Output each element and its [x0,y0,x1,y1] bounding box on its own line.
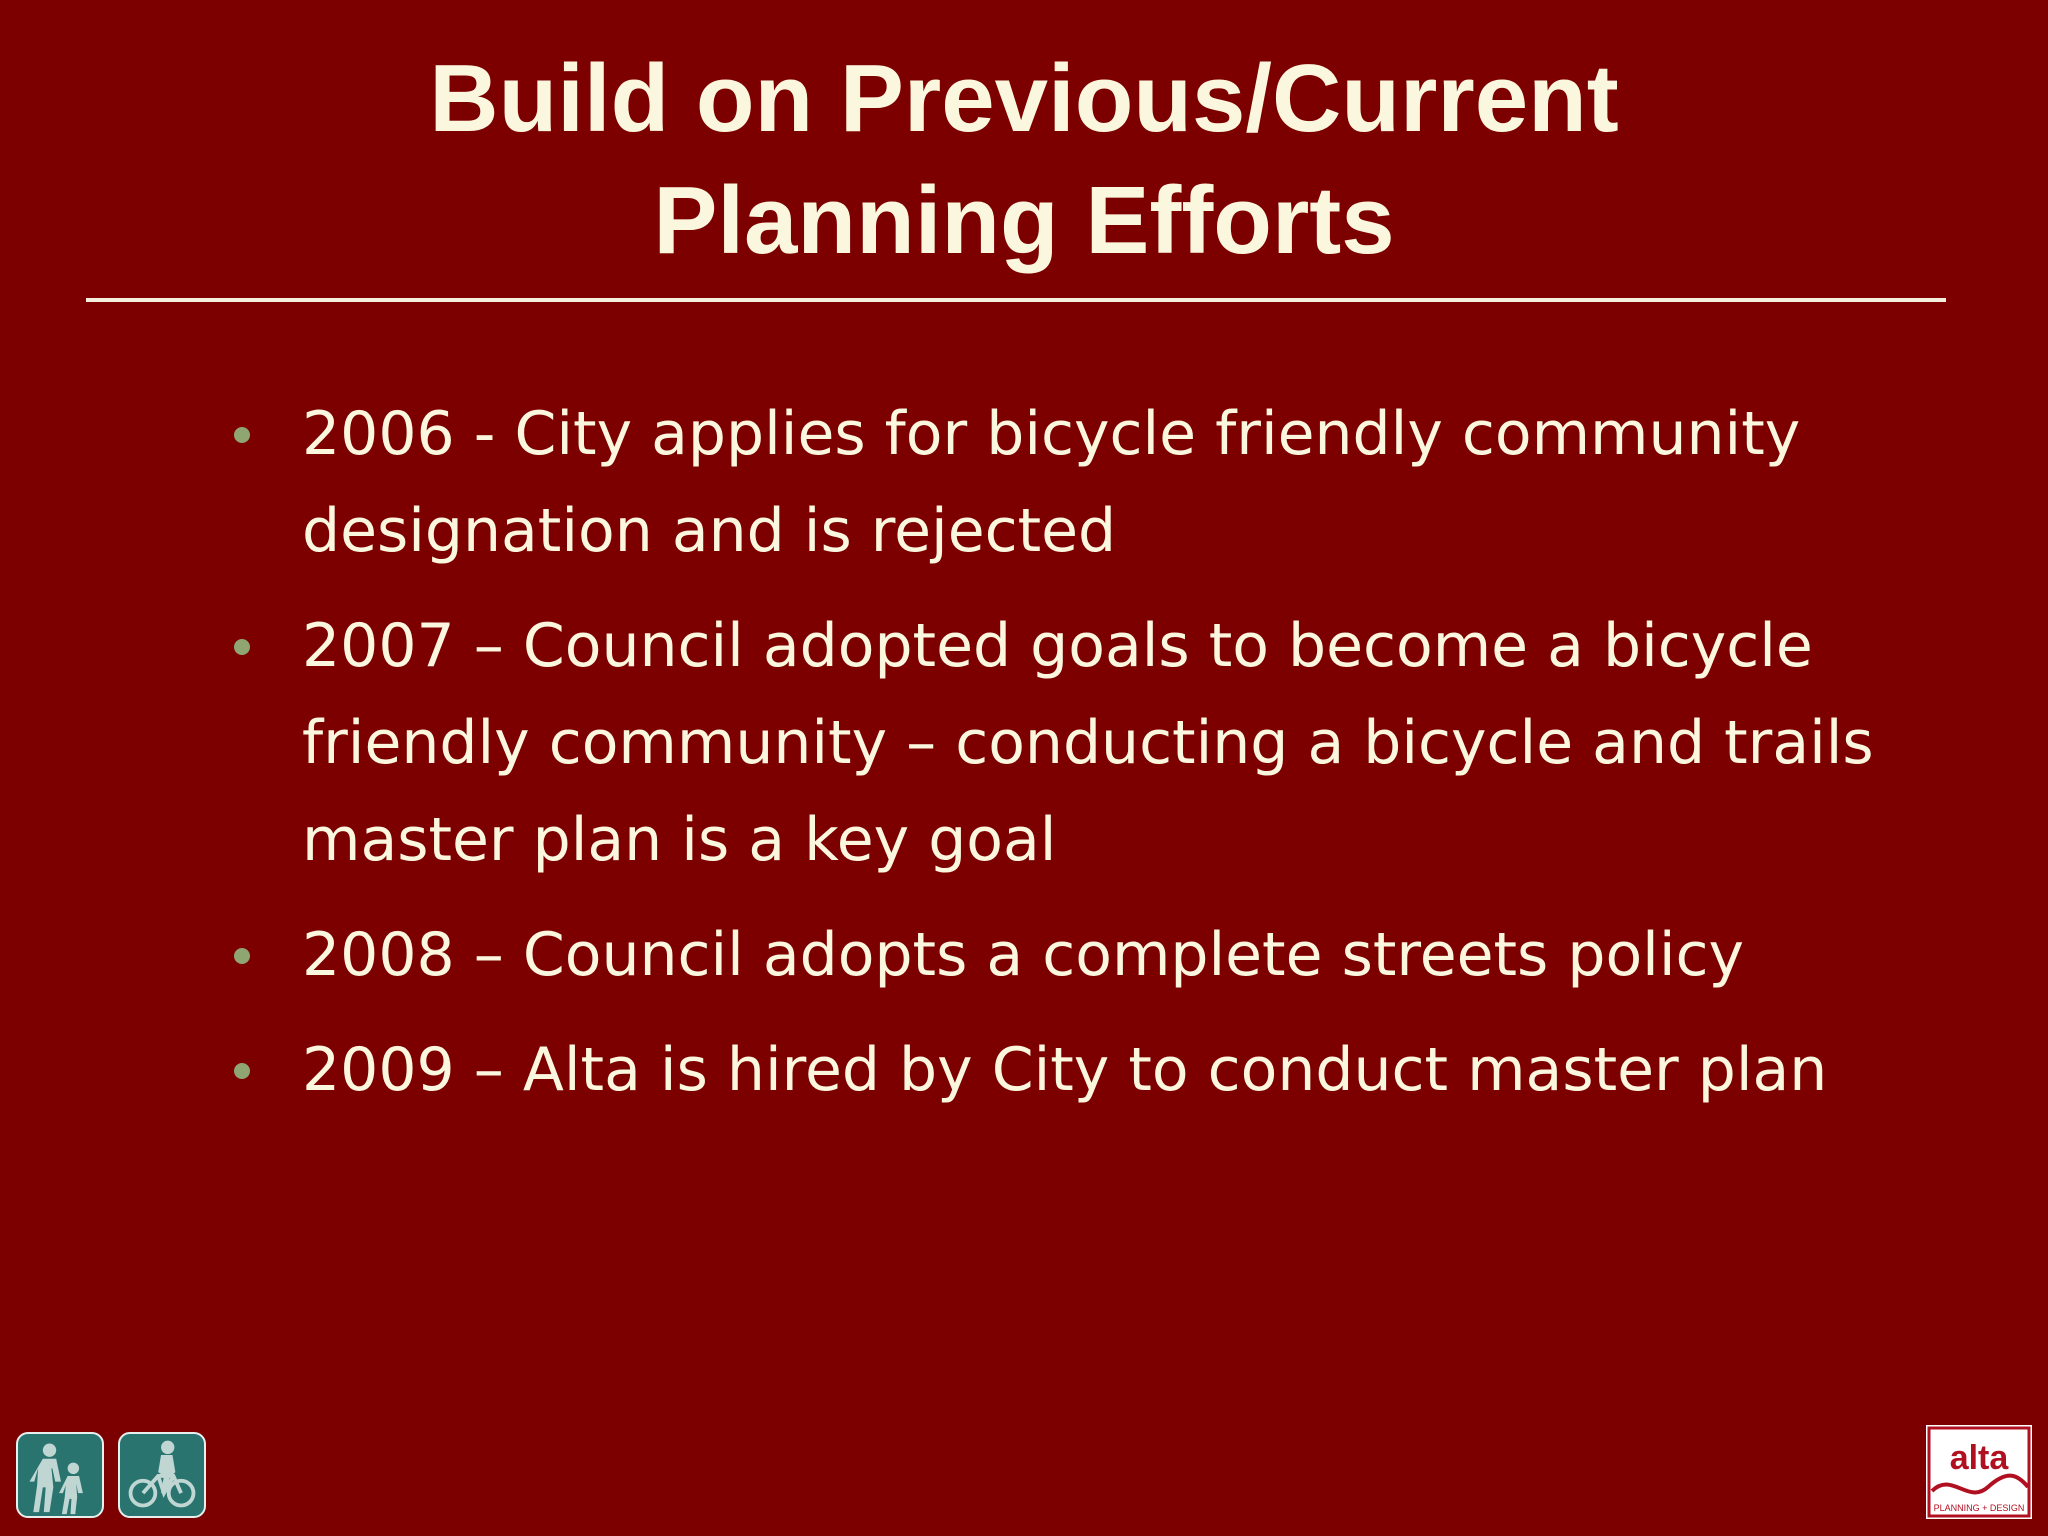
bullet-list [230,386,1930,1137]
bullet-text: 2009 – Alta is hired by City to conduct master plan [302,1035,1828,1105]
bullet-dot-icon [234,1063,250,1079]
slide-title-line1: Build on Previous/Current [429,45,1619,152]
list-item [230,907,1930,1004]
bullet-text: 2006 - City applies for bicycle friendly community designation and is rejected [302,399,1801,566]
alta-logo [1926,1425,2032,1519]
bullet-dot-icon [234,948,250,964]
alta-tagline: PLANNING + DESIGN [1933,1503,2025,1513]
alta-wordmark: alta [1949,1439,2009,1477]
bullet-text: 2007 – Council adopted goals to become a bicycle friendly community – conducting a bicycle and trails master plan is a key goal [302,611,1874,875]
slide-title-line2: Planning Efforts [653,167,1395,274]
bicyclist-icon [118,1432,206,1518]
list-item [230,1022,1930,1119]
list-item [230,598,1930,889]
bullet-text: 2008 – Council adopts a complete streets policy [302,920,1745,990]
title-divider [86,298,1946,302]
list-item [230,386,1930,580]
bullet-dot-icon [234,427,250,443]
bullet-dot-icon [234,639,250,655]
slide-title [0,38,2048,282]
pedestrians-icon [16,1432,104,1518]
